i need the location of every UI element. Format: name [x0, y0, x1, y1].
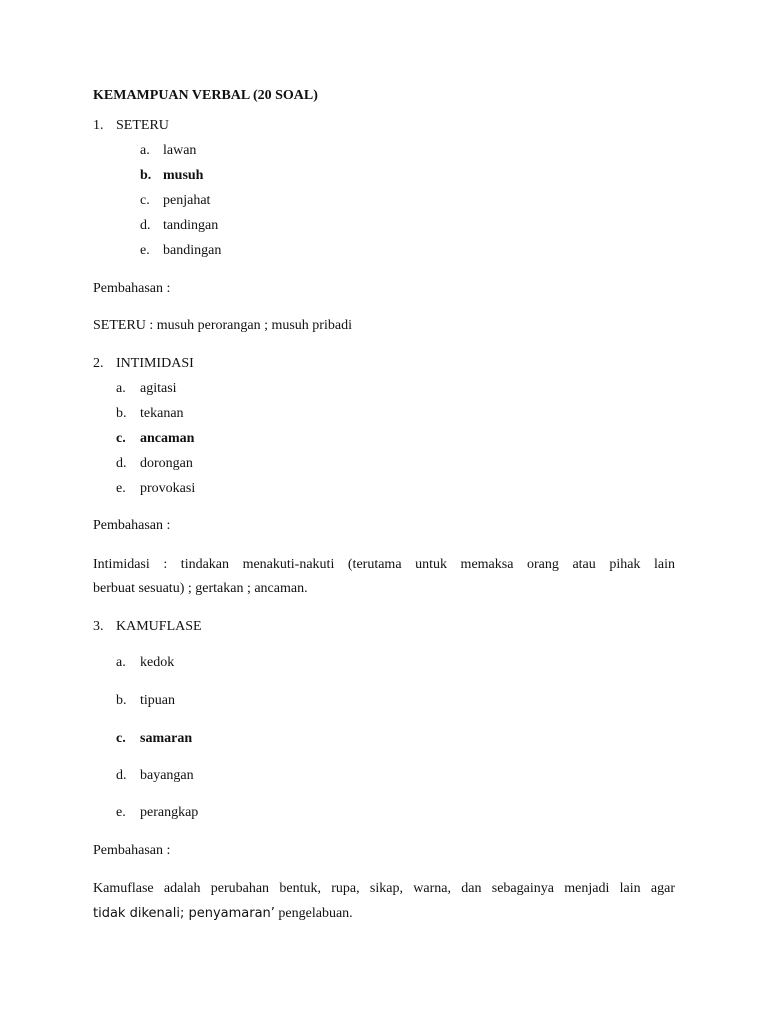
option-text: tekanan	[140, 406, 184, 421]
option-text: bandingan	[163, 243, 222, 258]
option-text-correct: musuh	[163, 168, 204, 183]
option-letter: a.	[116, 655, 126, 670]
option-letter: b.	[116, 406, 127, 421]
discussion-label: Pembahasan :	[93, 843, 171, 858]
option-letter-correct: c.	[116, 431, 126, 446]
question-word: KAMUFLASE	[116, 619, 202, 634]
option-text: penjahat	[163, 193, 211, 208]
option-text: dorongan	[140, 456, 193, 471]
option-letter-correct: c.	[116, 731, 126, 746]
discussion-label: Pembahasan :	[93, 518, 171, 533]
discussion-text: SETERU : musuh perorangan ; musuh pribadi	[93, 318, 352, 333]
option-letter: e.	[140, 243, 150, 258]
option-letter: e.	[116, 805, 126, 820]
option-text-correct: ancaman	[140, 431, 195, 446]
option-text: provokasi	[140, 481, 196, 496]
discussion-text-line: Kamuflase adalah perubahan bentuk, rupa, sikap, warna, dan sebagainya menjadi lain agar	[93, 881, 675, 896]
option-letter: a.	[140, 143, 150, 158]
option-letter-correct: b.	[140, 168, 152, 183]
option-text: perangkap	[140, 805, 199, 820]
question-number: 1.	[93, 118, 104, 133]
option-letter: b.	[116, 693, 127, 708]
option-text: tandingan	[163, 218, 219, 233]
option-letter: d.	[116, 768, 127, 783]
option-letter: e.	[116, 481, 126, 496]
question-number: 3.	[93, 619, 104, 634]
discussion-text-line	[93, 905, 353, 923]
option-text: agitasi	[140, 381, 177, 396]
question-word: INTIMIDASI	[116, 356, 194, 371]
question-number: 2.	[93, 356, 104, 371]
option-text: tipuan	[140, 693, 175, 708]
discussion-text-fragment: pengelabuan.	[274, 906, 353, 921]
option-letter: a.	[116, 381, 126, 396]
option-text: lawan	[163, 143, 197, 158]
option-text: bayangan	[140, 768, 194, 783]
discussion-text-line: Intimidasi : tindakan menakuti-nakuti (terutama untuk memaksa orang atau pihak lain	[93, 557, 675, 572]
option-letter: d.	[116, 456, 127, 471]
discussion-text-fragment: tidak dikenali; penyamaran’	[93, 906, 275, 921]
option-text: kedok	[140, 655, 175, 670]
option-letter: d.	[140, 218, 151, 233]
document-title: KEMAMPUAN VERBAL (20 SOAL)	[93, 88, 318, 103]
discussion-text-line: berbuat sesuatu) ; gertakan ; ancaman.	[93, 581, 308, 596]
option-letter: c.	[140, 193, 150, 208]
discussion-label: Pembahasan :	[93, 281, 171, 296]
option-text-correct: samaran	[140, 731, 193, 746]
question-word: SETERU	[116, 118, 169, 133]
